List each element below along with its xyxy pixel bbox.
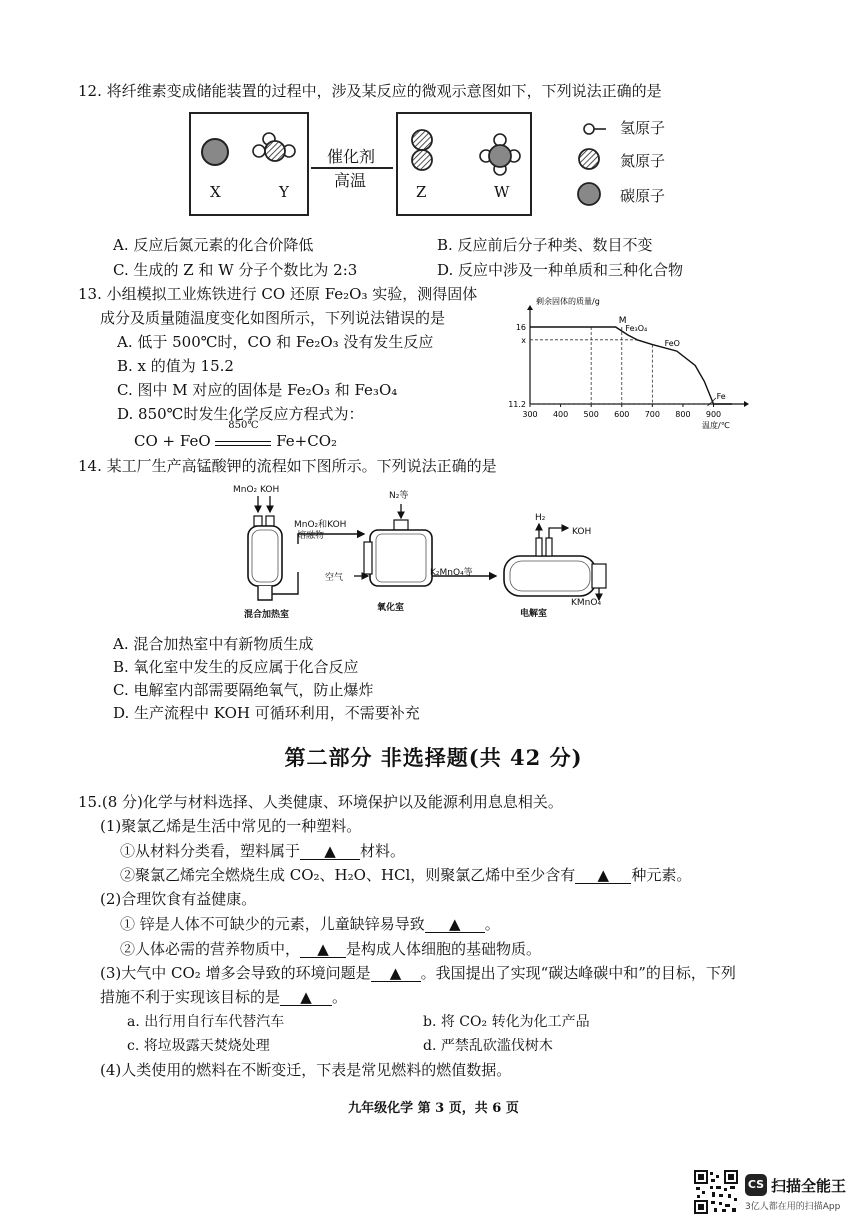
legend-hydrogen: 氢原子 [620,119,666,137]
x-tick-label: 500 [583,410,599,419]
x-tick-label: 600 [614,410,630,419]
q13-chart [500,292,750,442]
qr-code-icon [694,1170,738,1214]
answer-blank-1[interactable]: ▲ [300,843,360,860]
camscanner-tagline: 3亿人都在用的扫描App [745,1202,841,1212]
reactants-box [190,113,308,215]
q12-option-c: C. 生成的 Z 和 W 分子个数比为 2:3 [113,261,358,279]
qr-code-svg [694,1170,738,1214]
q15-part3b-pre: 措施不利于实现该目标的是 [100,988,281,1006]
q14-option-a: A. 混合加热室中有新物质生成 [113,635,314,653]
q15-option-b: b. 将 CO₂ 转化为化工产品 [423,1014,590,1030]
q12-option-b: B. 反应前后分子种类、数目不变 [437,236,653,254]
label-z: Z [416,183,427,201]
condition-heat: 高温 [334,171,367,190]
mixing-heating-room-vessel [248,496,298,600]
legend-nitrogen: 氮原子 [620,152,666,170]
output-koh: KOH [572,527,592,537]
q15-part2-2-post: 是构成人体细胞的基础物质。 [346,940,542,958]
annotation-m: M [618,316,627,326]
y-tick-label: 16 [515,323,526,332]
q15-stem: 15.(8 分)化学与材料选择、人类健康、环境保护以及能源利用息息相关。 [78,793,563,811]
q15-option-d: d. 严禁乱砍滥伐树木 [423,1038,553,1054]
camscanner-brand: 扫描全能王 [771,1177,847,1195]
q15-option-a: a. 出行用自行车代替汽车 [127,1014,285,1030]
transfer1-line2: 熔融物 [297,531,325,541]
answer-blank-2[interactable]: ▲ [575,867,631,884]
x-tick-label: 900 [705,410,722,419]
q15-part3b [100,986,347,1008]
answer-blank-5[interactable]: ▲ [371,965,421,982]
x-tick-label: 300 [522,410,538,419]
q14-flow-svg [228,482,628,622]
label-mixing-room: 混合加热室 [244,610,290,620]
q12-reaction-svg [189,112,673,218]
oxidation-room-vessel [354,504,496,586]
q15-part1: (1)聚氯乙烯是生活中常见的一种塑料。 [100,817,362,835]
q14-flowchart [228,482,628,622]
x-tick-label: 700 [644,410,660,419]
label-x: X [210,183,221,201]
mass-curve [530,327,732,404]
q12-stem: 12. 将纤维素变成储能装置的过程中，涉及某反应的微观示意图如下，下列说法正确的是 [78,82,662,100]
q15-part2-2 [120,938,541,960]
transfer1-line1: MnO₂和KOH [294,520,347,530]
q15-option-c: c. 将垃圾露天焚烧处理 [127,1038,270,1054]
y-tick-label: 11.2 [508,400,526,409]
q12-diagram [189,112,673,218]
molecule-x [202,139,228,165]
legend-hydrogen-symbol [584,124,606,134]
section-two-title: 第二部分 非选择题(共 42 分) [284,745,583,770]
q15-part2-1-pre: ① 锌是人体不可缺少的元素，儿童缺锌易导致 [120,915,425,933]
q13-stem-line1: 13. 小组模拟工业炼铁进行 CO 还原 Fe₂O₃ 实验，测得固体 [78,285,478,303]
q15-part3-pre: (3)大气中 CO₂ 增多会导致的环境问题是 [100,964,371,982]
equation-right: Fe+CO₂ [276,432,338,450]
y-axis-label: 剩余固体的质量/g [536,297,600,306]
q15-part1-1-post: 材料。 [360,842,406,860]
page-footer: 九年级化学 第 3 页，共 6 页 [348,1101,519,1116]
annotation-fe3o4: Fe₃O₄ [625,324,648,333]
label-y: Y [279,183,289,201]
equation-left: CO + FeO [134,432,211,450]
q15-part3-mid: 。我国提出了实现“碳达峰碳中和”的目标，下列 [420,964,736,982]
condition-catalyst: 催化剂 [327,147,376,166]
q15-part1-1-pre: ①从材料分类看，塑料属于 [120,842,301,860]
x-axis-arrow [744,401,749,407]
q14-stem: 14. 某工厂生产高锰酸钾的流程如下图所示。下列说法正确的是 [78,457,497,475]
x-axis-label: 温度/℃ [702,421,730,430]
y-tick-label: x [521,335,526,345]
q13-option-a: A. 低于 500℃时，CO 和 Fe₂O₃ 没有发生反应 [117,333,434,351]
q13-option-d: D. 850℃时发生化学反应方程式为： [117,405,364,423]
label-electrolysis-room: 电解室 [520,609,548,619]
q13-option-b: B. x 的值为 15.2 [117,357,234,375]
answer-blank-3[interactable]: ▲ [425,916,485,933]
q14-option-b: B. 氧化室中发生的反应属于化合反应 [113,658,359,676]
transfer2: K₂MnO₄等 [430,568,473,578]
annotation-fe: Fe [716,392,726,401]
q13-stem-line2: 成分及质量随温度变化如图所示，下列说法错误的是 [100,309,446,327]
q13-option-c: C. 图中 M 对应的固体是 Fe₂O₃ 和 Fe₃O₄ [117,381,398,399]
output-kmno4: KMnO₄ [571,598,602,608]
equation-equals [215,441,271,446]
q13-equation [134,420,338,452]
input-mno2-koh: MnO₂ KOH [233,485,280,495]
annotation-feo: FeO [664,338,680,348]
equation-condition: 850℃ [228,420,259,431]
legend-carbon-symbol [578,183,600,205]
y-axis-arrow [527,305,533,310]
q15-part1-2 [120,864,691,886]
x-tick-label: 800 [675,410,691,419]
camscanner-logo-icon: CS [745,1174,767,1196]
q15-part1-1 [120,840,405,862]
q12-option-a: A. 反应后氮元素的化合价降低 [113,236,314,254]
output-n2: N₂等 [389,491,409,501]
answer-blank-4[interactable]: ▲ [300,941,346,958]
x-tick-label: 400 [552,410,569,419]
q15-part2-1 [120,913,500,935]
legend-nitrogen-symbol [579,149,599,169]
q14-option-c: C. 电解室内部需要隔绝氧气，防止爆炸 [113,681,374,699]
answer-blank-6[interactable]: ▲ [280,989,332,1006]
output-h2: H₂ [535,513,546,523]
label-w: W [494,183,510,201]
q15-part2: (2)合理饮食有益健康。 [100,890,257,908]
q14-option-d: D. 生产流程中 KOH 可循环利用，不需要补充 [113,704,420,722]
q15-part1-2-pre: ②聚氯乙烯完全燃烧生成 CO₂、H₂O、HCl，则聚氯乙烯中至少含有 [120,866,576,884]
input-air: 空气 [325,573,344,583]
q15-part2-1-post: 。 [484,915,500,933]
q15-part2-2-pre: ②人体必需的营养物质中， [120,940,301,958]
label-oxidation-room: 氧化室 [377,603,405,613]
q15-part4: (4)人类使用的燃料在不断变迁，下表是常见燃料的燃值数据。 [100,1061,512,1079]
q12-option-d: D. 反应中涉及一种单质和三种化合物 [437,261,684,279]
q15-part1-2-post: 种元素。 [631,866,692,884]
q15-part3b-post: 。 [332,988,348,1006]
q15-part3 [100,962,736,984]
legend-carbon: 碳原子 [620,187,666,205]
q13-chart-svg [500,292,750,442]
